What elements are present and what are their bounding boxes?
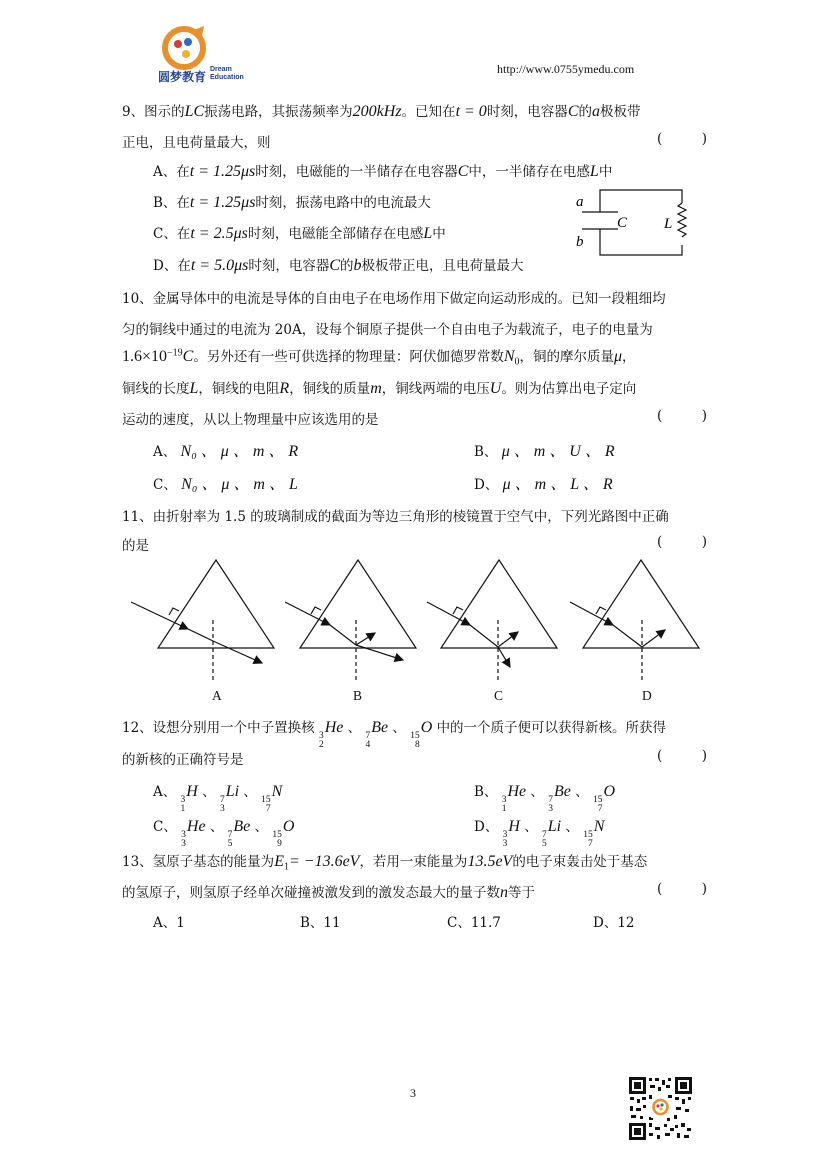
prism-label-a: A — [212, 688, 222, 703]
logo-emblem-icon — [158, 24, 238, 70]
nucleus-he: 3 2 He — [318, 719, 344, 750]
q10-line1: 10、金属导体中的电流是导体的自由电子在电场作用下做定向运动形成的。已知一段粗细均 — [122, 291, 666, 307]
q10-line2: 匀的铜线中通过的电流为 20A，设每个铜原子提供一个自由电子为载流子，电子的电量为 — [122, 322, 653, 338]
q12-line2: 的新核的正确符号是 — [122, 752, 244, 768]
q9-option-a[interactable]: A、在t = 1.25μs时刻，电磁能的一半储存在电容器C中，一半储存在电感L中 — [153, 163, 613, 180]
circuit-label-l: L — [664, 216, 673, 232]
q12-option-b[interactable]: B、 3 1 He 、 7 3 Be 、 15 7 O — [474, 783, 615, 814]
circuit-label-b: b — [576, 234, 584, 250]
q13-option-a[interactable]: A、1 — [153, 915, 185, 931]
q12-option-d[interactable]: D、 3 3 H 、 7 5 Li 、 15 7 N — [474, 818, 605, 849]
prism-label-d: D — [642, 688, 652, 703]
qr-code-icon[interactable] — [627, 1075, 694, 1142]
q12-line1: 12、设想分别用一个中子置换核 3 2 He 、 7 4 Be 、 15 8 O 中的一个质子便可以获得新核。所获得 — [122, 719, 667, 750]
nucleus-be: 7 4 Be — [365, 719, 389, 750]
q13-option-d[interactable]: D、12 — [593, 915, 635, 931]
q11-line2: 的是 — [122, 538, 149, 554]
prism-a — [131, 560, 274, 680]
q10-option-b[interactable]: B、 μ 、 m 、 U 、 R — [474, 443, 615, 460]
prism-c — [427, 560, 557, 680]
q9-option-c[interactable]: C、在t = 2.5μs时刻，电磁能全部储存在电感L中 — [153, 225, 446, 242]
q10-line3: $1.6\times 10^{-19}C$。另外还有一些可供选择的物理量：阿伏伽德罗常数$N_0$，铜的摩尔质量μ， — [122, 347, 636, 368]
q13-answer-paren[interactable]: ( ) — [657, 881, 707, 897]
logo — [158, 24, 244, 90]
q9-line1: 9、图示的LC振荡电路，其振荡频率为200kHz。已知在t = 0时刻，电容器C的a极板带 — [122, 103, 641, 120]
header-url[interactable]: http://www.0755ymedu.com — [497, 62, 635, 76]
q11-line1: 11、由折射率为 1.5 的玻璃制成的截面为等边三角形的棱镜置于空气中，下列光路图中正确 — [122, 509, 669, 525]
circuit-label-c: C — [617, 215, 628, 231]
q10-option-c[interactable]: C、 N₀ 、 μ 、 m 、 L — [153, 476, 298, 493]
q10-line5: 运动的速度，从以上物理量中应该选用的是 — [122, 412, 379, 428]
nucleus-o: 15 8 O — [410, 719, 433, 750]
prism-b — [285, 560, 416, 680]
q13-option-c[interactable]: C、11.7 — [447, 915, 501, 931]
prism-d — [570, 560, 699, 680]
prism-label-c: C — [494, 688, 504, 703]
q13-line2: 的氢原子，则氢原子经单次碰撞被激发到的激发态最大的量子数n等于 — [122, 884, 535, 901]
q12-answer-paren[interactable]: ( ) — [657, 748, 707, 764]
q10-answer-paren[interactable]: ( ) — [657, 408, 707, 424]
q12-option-a[interactable]: A、 3 1 H 、 7 3 Li 、 15 7 N — [153, 783, 283, 814]
q12-option-c[interactable]: C、 3 3 He 、 7 5 Be 、 15 9 O — [153, 818, 295, 849]
q10-line4: 铜线的长度L，铜线的电阻R，铜线的质量m，铜线两端的电压U。则为估算出电子定向 — [122, 380, 637, 397]
q9-line2: 正电，且电荷量最大，则 — [122, 135, 271, 151]
q9-answer-paren[interactable]: ( ) — [657, 131, 707, 147]
prism-label-b: B — [353, 688, 363, 703]
q9-option-b[interactable]: B、在t = 1.25μs时刻，振荡电路中的电流最大 — [153, 194, 431, 211]
q10-option-a[interactable]: A、 N₀ 、 μ 、 m 、 R — [153, 443, 299, 460]
q13-line1: 13、氢原子基态的能量为$E_1= -13.6eV$，若用一束能量为13.5eV的电子束轰击处于基态 — [122, 853, 648, 873]
lc-circuit-diagram — [572, 185, 692, 260]
q10-option-d[interactable]: D、 μ 、 m 、 L 、 R — [474, 476, 613, 493]
q11-answer-paren[interactable]: ( ) — [657, 534, 707, 550]
logo-en-text-2: Education — [210, 74, 244, 81]
q13-option-b[interactable]: B、11 — [300, 915, 341, 931]
logo-cn-text: 圆梦教育 — [158, 70, 207, 84]
circuit-label-a: a — [576, 194, 584, 210]
prism-diagrams — [125, 555, 715, 680]
q9-option-d[interactable]: D、在t = 5.0μs时刻，电容器C的b极板带正电，且电荷量最大 — [153, 257, 524, 274]
page-number: 3 — [410, 1086, 416, 1100]
logo-en-text-1: Dream — [210, 66, 232, 73]
